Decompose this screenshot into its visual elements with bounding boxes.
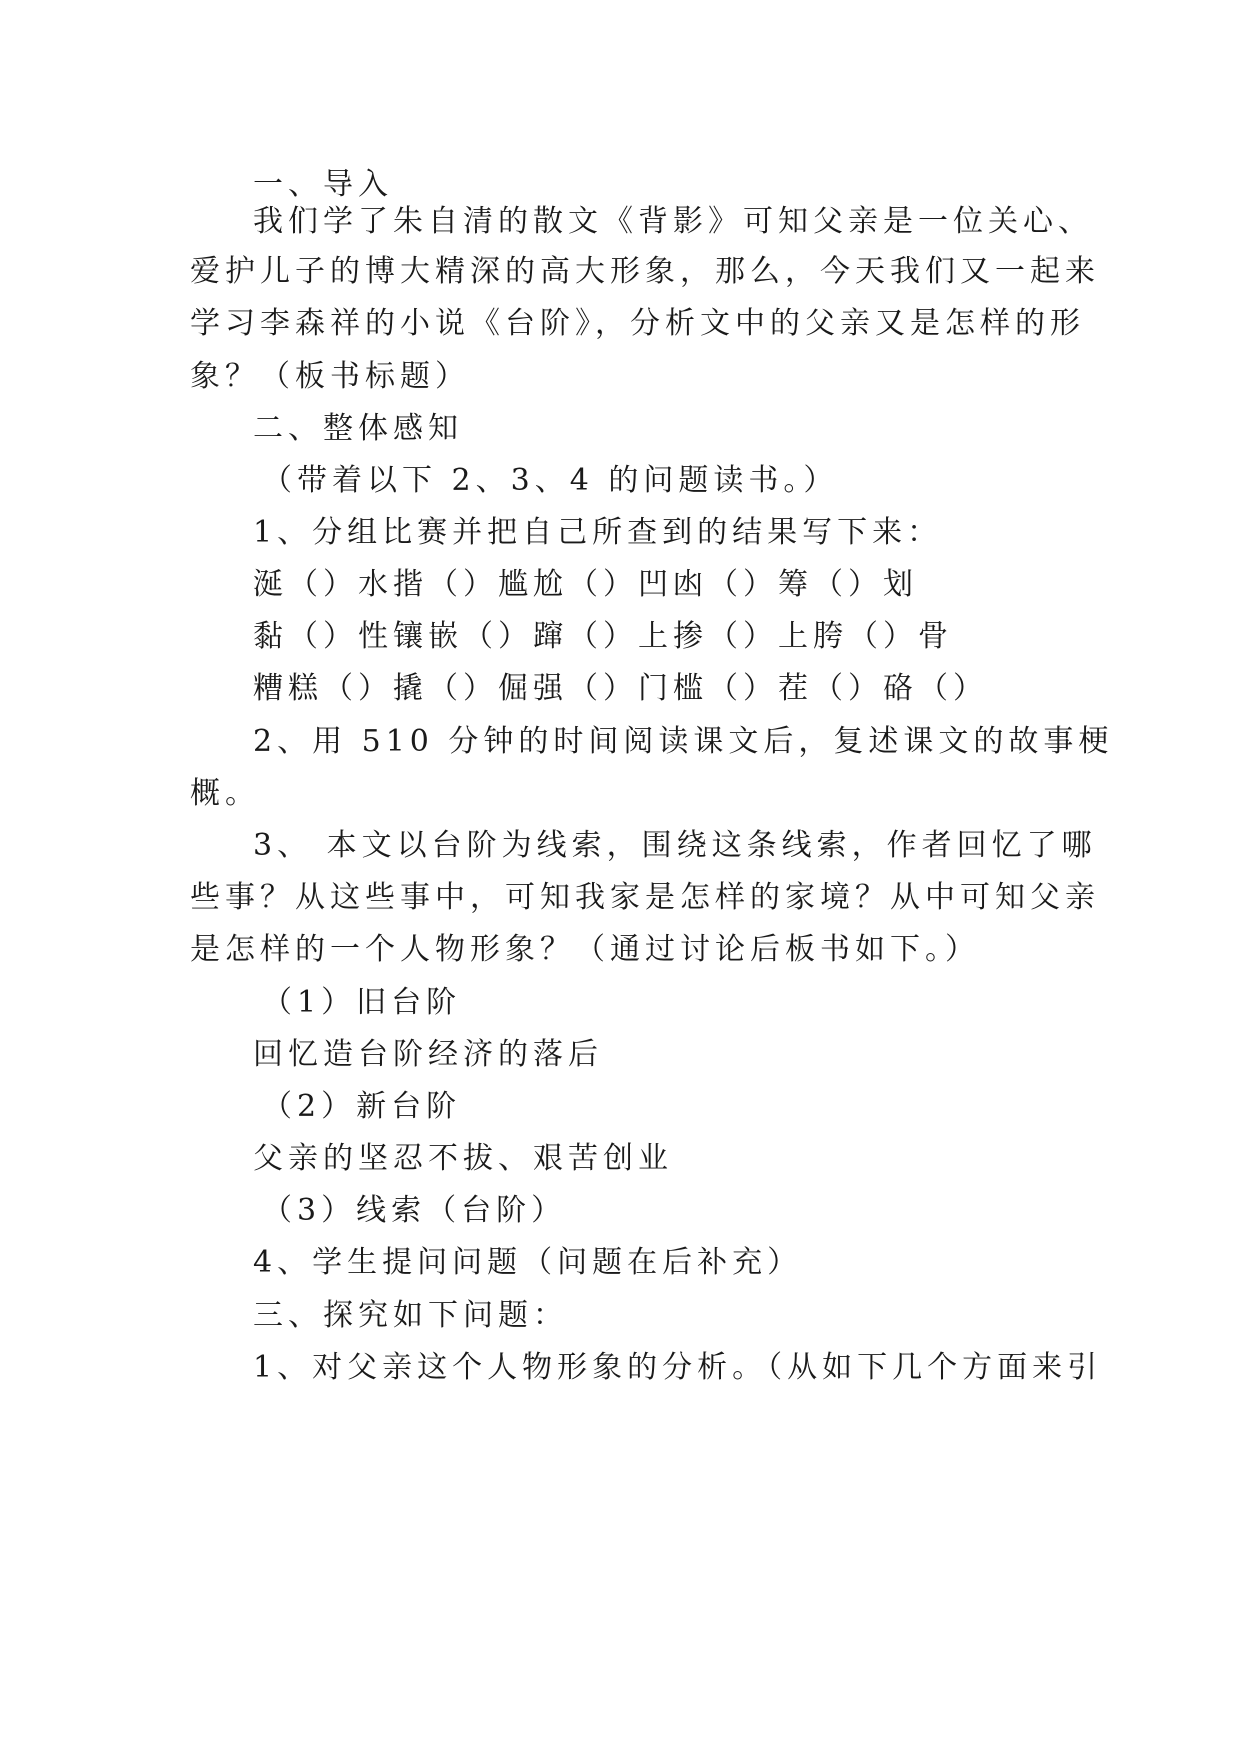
paragraph-line: （带着以下 2、3、4 的问题读书。） — [262, 463, 839, 498]
vocab-line: 糟糕（）撬（）倔强（）门槛（）茬（）硌（） — [253, 671, 988, 706]
board-note: 回忆造台阶经济的落后 — [253, 1037, 603, 1072]
list-item: 1、分组比赛并把自己所查到的结果写下来： — [253, 515, 943, 550]
board-note: （3）线索（台阶） — [262, 1193, 567, 1228]
list-item: 3、 本文以台阶为线索，围绕这条线索，作者回忆了哪 — [253, 828, 1097, 863]
paragraph-line: 学习李森祥的小说《台阶》，分析文中的父亲又是怎样的形 — [190, 306, 1085, 341]
section-heading-explore: 三、探究如下问题： — [253, 1298, 568, 1333]
board-note: （1）旧台阶 — [262, 985, 462, 1020]
list-item: 2、用 510 分钟的时间阅读课文后，复述课文的故事梗 — [253, 724, 1114, 759]
vocab-line: 黏（）性镶嵌（）蹿（）上掺（）上胯（）骨 — [253, 619, 953, 654]
list-item: 1、对父亲这个人物形象的分析。（从如下几个方面来引 — [253, 1350, 1103, 1385]
vocab-line: 涎（）水揩（）尴尬（）凹凼（）筹（）划 — [253, 567, 918, 602]
list-item: 4、学生提问问题（问题在后补充） — [253, 1245, 803, 1280]
paragraph-line: 概。 — [190, 776, 260, 811]
board-note: （2）新台阶 — [262, 1089, 462, 1124]
board-note: 父亲的坚忍不拔、艰苦创业 — [253, 1141, 673, 1176]
paragraph-line: 象？（板书标题） — [190, 359, 470, 394]
paragraph-line: 我们学了朱自清的散文《背影》可知父亲是一位关心、 — [253, 204, 1093, 239]
section-heading-intro: 一、导入 — [253, 167, 393, 202]
paragraph-line: 爱护儿子的博大精深的高大形象，那么，今天我们又一起来 — [190, 254, 1100, 289]
paragraph-line: 些事？从这些事中，可知我家是怎样的家境？从中可知父亲 — [190, 880, 1100, 915]
section-heading-overview: 二、整体感知 — [253, 411, 463, 446]
paragraph-line: 是怎样的一个人物形象？（通过讨论后板书如下。） — [190, 932, 980, 967]
